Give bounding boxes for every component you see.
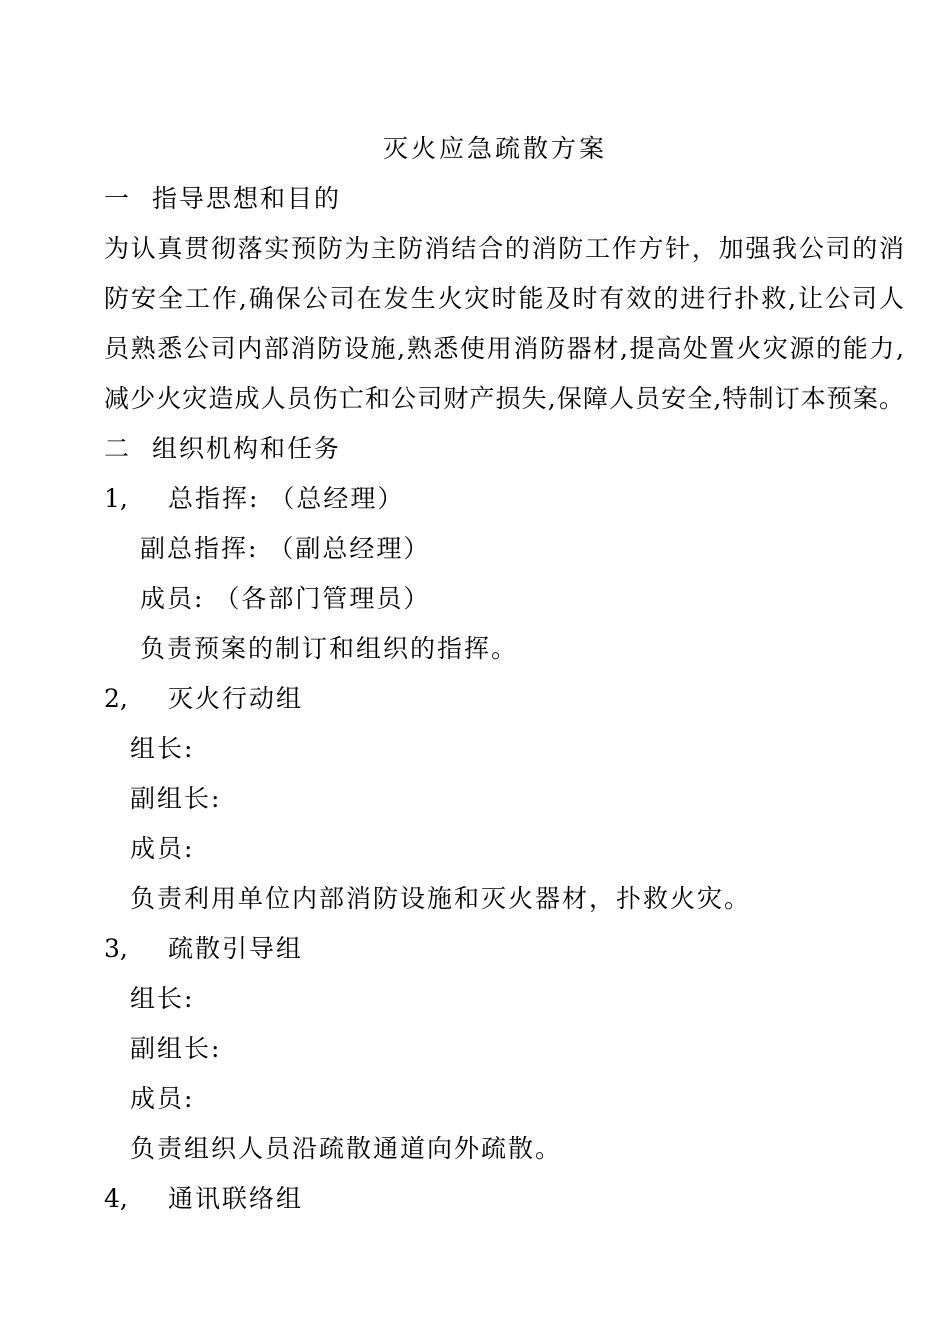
group-3-number: 3, <box>104 934 128 963</box>
section-2-heading: 组织机构和任务 <box>152 434 342 463</box>
group-3-deputy: 副组长: <box>130 1034 222 1063</box>
group-2-leader: 组长: <box>130 734 195 763</box>
group-2-members: 成员: <box>130 834 195 863</box>
group-1-title: 总指挥: （总经理） <box>168 484 405 513</box>
group-2-duty: 负责利用单位内部消防设施和灭火器材，扑救火灾。 <box>130 884 752 913</box>
group-3-title: 疏散引导组 <box>168 934 304 963</box>
group-1-deputy: 副总指挥: （副总经理） <box>140 534 431 563</box>
group-4-number: 4, <box>104 1184 128 1213</box>
section-1-paragraph-line: 为认真贯彻落实预防为主防消结合的消防工作方针，加强我公司的消 <box>104 234 904 263</box>
group-1-number: 1, <box>104 484 128 513</box>
group-3-duty: 负责组织人员沿疏散通道向外疏散。 <box>130 1134 563 1163</box>
section-1-paragraph-line: 减少火灾造成人员伤亡和公司财产损失,保障人员安全,特制订本预案。 <box>104 384 904 413</box>
document-title: 灭火应急疏散方案 <box>382 134 607 163</box>
group-2-deputy: 副组长: <box>130 784 222 813</box>
section-1-paragraph-line: 防安全工作,确保公司在发生火灾时能及时有效的进行扑救,让公司人 <box>104 284 904 313</box>
section-1-paragraph-line: 员熟悉公司内部消防设施,熟悉使用消防器材,提高处置火灾源的能力, <box>104 334 904 363</box>
group-1-duty: 负责预案的制订和组织的指挥。 <box>140 634 519 663</box>
group-2-title: 灭火行动组 <box>168 684 304 713</box>
section-2-number: 二 <box>104 434 130 463</box>
section-1-heading: 指导思想和目的 <box>152 184 342 213</box>
group-3-members: 成员: <box>130 1084 195 1113</box>
group-4-title: 通讯联络组 <box>168 1184 304 1213</box>
group-1-members: 成员: （各部门管理员） <box>140 584 431 613</box>
group-2-number: 2, <box>104 684 128 713</box>
group-3-leader: 组长: <box>130 984 195 1013</box>
section-1-number: 一 <box>104 184 130 213</box>
